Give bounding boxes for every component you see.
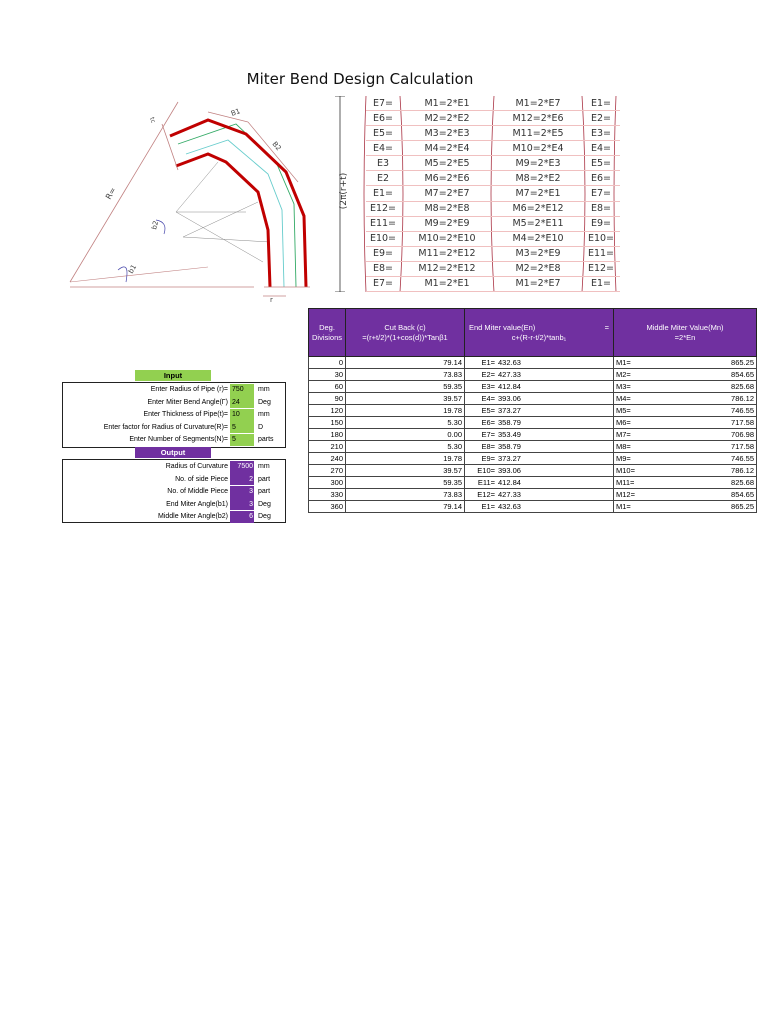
template-cell: E7=: [366, 96, 400, 111]
end-miter-label: E12=: [465, 489, 497, 501]
template-cell: M2=2*E8: [494, 262, 582, 277]
cut-back-cell: 0.00: [346, 429, 465, 441]
end-miter-value: 358.79: [496, 441, 614, 453]
output-value: 3: [230, 486, 254, 498]
end-miter-label: E3=: [465, 381, 497, 393]
middle-miter-value: 825.68: [678, 381, 757, 393]
input-unit: mm: [258, 411, 270, 419]
template-cell: M6=2*E12: [494, 202, 582, 217]
template-cell: M4=2*E10: [494, 232, 582, 247]
output-unit: part: [258, 475, 271, 483]
cut-back-cell: 39.57: [346, 393, 465, 405]
template-cell: E4=: [366, 141, 400, 156]
end-miter-value: 353.49: [496, 429, 614, 441]
middle-miter-label: M10=: [614, 465, 679, 477]
template-cell: M5=2*E11: [494, 217, 582, 232]
cut-back-cell: 39.57: [346, 465, 465, 477]
template-cell: M12=2*E12: [400, 262, 494, 277]
deg-cell: 60: [309, 381, 346, 393]
template-cell: E12=: [582, 262, 620, 277]
table-row: [309, 393, 757, 405]
deg-cell: 90: [309, 393, 346, 405]
end-miter-value: 373.27: [496, 405, 614, 417]
output-value: 3: [230, 498, 254, 510]
template-cell: M1=2*E1: [400, 277, 494, 292]
deg-cell: 120: [309, 405, 346, 417]
table-row: [309, 429, 757, 441]
input-row: [62, 396, 271, 409]
cutting-template: [330, 96, 620, 292]
middle-miter-value: 786.12: [678, 393, 757, 405]
template-cell: M5=2*E5: [400, 156, 494, 171]
template-cell: E8=: [366, 262, 400, 277]
deg-cell: 180: [309, 429, 346, 441]
middle-miter-label: M12=: [614, 489, 679, 501]
input-header: Input: [135, 370, 211, 381]
middle-miter-label: M9=: [614, 453, 679, 465]
table-row: [309, 465, 757, 477]
input-row: [62, 408, 270, 421]
template-cell: M1=2*E7: [494, 277, 582, 292]
template-cell: E5=: [366, 126, 400, 141]
deg-cell: 150: [309, 417, 346, 429]
template-cell: E1=: [582, 96, 620, 111]
table-row: [309, 381, 757, 393]
end-miter-value: 412.84: [496, 381, 614, 393]
svg-text:b2: b2: [150, 219, 161, 231]
template-cell: M6=2*E6: [400, 171, 494, 186]
template-cell: E11=: [366, 217, 400, 232]
end-miter-value: 432.63: [496, 357, 614, 369]
miter-calculation-table: [308, 308, 757, 513]
middle-miter-label: M5=: [614, 405, 679, 417]
template-cell: E10=: [366, 232, 400, 247]
template-cell: E9=: [366, 247, 400, 262]
input-label: Enter Radius of Pipe (r)=: [150, 386, 228, 393]
template-cell: M2=2*E2: [400, 111, 494, 126]
template-cell: E4=: [582, 141, 620, 156]
template-cell: E5=: [582, 156, 620, 171]
middle-miter-value: 746.55: [678, 453, 757, 465]
end-miter-label: E9=: [465, 453, 497, 465]
template-cell: E7=: [582, 186, 620, 201]
deg-cell: 30: [309, 369, 346, 381]
svg-text:r: r: [270, 296, 273, 304]
input-label: Enter Thickness of Pipe(t)=: [143, 411, 228, 419]
template-cell: E3: [366, 156, 400, 171]
miter-bend-drawing: [58, 92, 314, 304]
input-row: [62, 421, 263, 434]
middle-miter-value: 717.58: [678, 417, 757, 429]
table-row: [309, 489, 757, 501]
template-cell: E2=: [582, 111, 620, 126]
output-header: Output: [135, 447, 211, 458]
middle-miter-value: 854.65: [678, 489, 757, 501]
middle-miter-value: 865.25: [678, 357, 757, 369]
end-miter-value: 427.33: [496, 369, 614, 381]
output-row: [62, 485, 270, 498]
outer-pipe-wall: [170, 120, 306, 287]
template-cell: M1=2*E1: [400, 96, 494, 111]
output-label: No. of Middle Piece: [167, 488, 228, 496]
output-row: [62, 498, 271, 511]
middle-miter-label: M8=: [614, 441, 679, 453]
deg-cell: 270: [309, 465, 346, 477]
input-row: [62, 433, 274, 446]
middle-miter-value: 746.55: [678, 405, 757, 417]
end-miter-label: E1=: [465, 501, 497, 513]
template-cell: E7=: [366, 277, 400, 292]
end-miter-label: E5=: [465, 405, 497, 417]
input-unit: parts: [258, 436, 274, 444]
end-miter-label: E11=: [465, 477, 497, 489]
input-unit: Deg: [258, 398, 271, 406]
deg-cell: 240: [309, 453, 346, 465]
template-cell: E11=: [582, 247, 620, 262]
cut-back-cell: 73.83: [346, 489, 465, 501]
template-cell: E12=: [366, 202, 400, 217]
template-cell: E3=: [582, 126, 620, 141]
template-cell: E2: [366, 171, 400, 186]
template-cell: M11=2*E5: [494, 126, 582, 141]
end-miter-label: E7=: [465, 429, 497, 441]
template-cell: M9=2*E3: [494, 156, 582, 171]
end-miter-value: 393.06: [496, 465, 614, 477]
table-row: [309, 501, 757, 513]
output-label: Radius of Curvature: [165, 463, 228, 470]
cut-back-cell: 73.83: [346, 369, 465, 381]
end-miter-label: E6=: [465, 417, 497, 429]
end-miter-label: E4=: [465, 393, 497, 405]
output-unit: mm: [258, 463, 270, 470]
cut-back-cell: 79.14: [346, 357, 465, 369]
template-cell: M8=2*E8: [400, 202, 494, 217]
svg-text:B2: B2: [270, 140, 283, 153]
middle-miter-label: M6=: [614, 417, 679, 429]
table-row: [309, 369, 757, 381]
svg-text:B1: B1: [229, 107, 242, 118]
radius-dimension-line: [70, 102, 178, 282]
input-value[interactable]: 5: [230, 421, 254, 433]
middle-miter-label: M2=: [614, 369, 679, 381]
table-row: [309, 441, 757, 453]
middle-miter-label: M11=: [614, 477, 679, 489]
inner-pipe-wall: [176, 154, 270, 287]
table-row: [309, 417, 757, 429]
input-value[interactable]: 24: [230, 396, 254, 408]
middle-miter-label: M4=: [614, 393, 679, 405]
input-value[interactable]: 750: [230, 384, 254, 396]
template-cell: M1=2*E7: [494, 96, 582, 111]
page-title: Miter Bend Design Calculation: [246, 70, 474, 88]
deg-cell: 330: [309, 489, 346, 501]
template-cell: M10=2*E10: [400, 232, 494, 247]
header-middle-miter: Middle Miter Value(Mn) =2*En: [614, 309, 757, 357]
template-cell: M3=2*E3: [400, 126, 494, 141]
input-value[interactable]: 5: [230, 434, 254, 446]
template-cell: E8=: [582, 202, 620, 217]
radius-label: R=: [103, 185, 118, 201]
end-miter-value: 373.27: [496, 453, 614, 465]
table-row: [309, 453, 757, 465]
input-unit: mm: [258, 386, 270, 393]
input-value[interactable]: 10: [230, 409, 254, 421]
input-row: [62, 383, 270, 396]
template-cell: E9=: [582, 217, 620, 232]
template-cell: E6=: [582, 171, 620, 186]
output-unit: Deg: [258, 500, 271, 508]
cut-back-cell: 79.14: [346, 501, 465, 513]
input-label: Enter Number of Segments(N)=: [129, 436, 228, 444]
template-cell: M8=2*E2: [494, 171, 582, 186]
template-cell: M7=2*E1: [494, 186, 582, 201]
middle-miter-label: M1=: [614, 357, 679, 369]
output-row: [62, 473, 270, 486]
header-cut-back: Cut Back (c) =(r+t/2)*(1+cos(d))*Tanβ1: [346, 309, 465, 357]
middle-miter-label: M1=: [614, 501, 679, 513]
end-miter-value: 432.63: [496, 501, 614, 513]
middle-miter-value: 825.68: [678, 477, 757, 489]
output-value: 2: [230, 473, 254, 485]
output-value: 7500: [230, 461, 254, 473]
cut-back-cell: 5.30: [346, 441, 465, 453]
template-cell: M10=2*E4: [494, 141, 582, 156]
output-label: No. of side Piece: [175, 475, 228, 483]
end-miter-value: 393.06: [496, 393, 614, 405]
table-row: [309, 477, 757, 489]
cut-back-cell: 19.78: [346, 405, 465, 417]
end-miter-value: 412.84: [496, 477, 614, 489]
svg-text:b1: b1: [126, 263, 139, 275]
output-row: [62, 460, 270, 473]
end-miter-label: E1=: [465, 357, 497, 369]
middle-miter-value: 706.98: [678, 429, 757, 441]
input-label: Enter factor for Radius of Curvature(R)=: [103, 423, 228, 431]
end-miter-value: 358.79: [496, 417, 614, 429]
input-label: Enter Miter Bend Angle(Γ): [147, 398, 228, 406]
end-miter-label: E8=: [465, 441, 497, 453]
template-cell: M4=2*E4: [400, 141, 494, 156]
cut-back-cell: 59.35: [346, 477, 465, 489]
template-cell: E1=: [582, 277, 620, 292]
output-value: 6: [230, 511, 254, 523]
middle-miter-value: 854.65: [678, 369, 757, 381]
output-unit: part: [258, 488, 271, 496]
cut-back-cell: 59.35: [346, 381, 465, 393]
header-deg-divisions: Deg. Divisions: [309, 309, 346, 357]
cut-back-cell: 5.30: [346, 417, 465, 429]
middle-miter-value: 865.25: [678, 501, 757, 513]
svg-text:tc: tc: [148, 116, 157, 124]
end-miter-label: E10=: [465, 465, 497, 477]
template-cell: M7=2*E7: [400, 186, 494, 201]
template-cell: M9=2*E9: [400, 217, 494, 232]
deg-cell: 0: [309, 357, 346, 369]
circumference-label: (2π(r+t): [339, 172, 349, 210]
deg-cell: 300: [309, 477, 346, 489]
template-cell: M12=2*E6: [494, 111, 582, 126]
input-unit: D: [258, 423, 264, 431]
output-label: Middle Miter Angle(b2): [157, 513, 228, 521]
template-cell: M3=2*E9: [494, 247, 582, 262]
output-unit: Deg: [258, 513, 271, 521]
header-end-miter: End Miter value(En) = c+(R-r-t/2)*tanb₁: [465, 309, 614, 357]
template-grid: [366, 96, 620, 292]
cut-back-cell: 19.78: [346, 453, 465, 465]
middle-miter-label: M3=: [614, 381, 679, 393]
middle-miter-label: M7=: [614, 429, 679, 441]
template-cell: M11=2*E12: [400, 247, 494, 262]
table-row: [309, 357, 757, 369]
template-cell: E1=: [366, 186, 400, 201]
deg-cell: 210: [309, 441, 346, 453]
deg-cell: 360: [309, 501, 346, 513]
end-miter-value: 427.33: [496, 489, 614, 501]
middle-miter-value: 717.58: [678, 441, 757, 453]
output-label: End Miter Angle(b1): [166, 500, 228, 508]
middle-miter-value: 786.12: [678, 465, 757, 477]
template-cell: E6=: [366, 111, 400, 126]
output-row: [62, 510, 271, 523]
end-miter-label: E2=: [465, 369, 497, 381]
table-row: [309, 405, 757, 417]
template-cell: E10=: [582, 232, 620, 247]
